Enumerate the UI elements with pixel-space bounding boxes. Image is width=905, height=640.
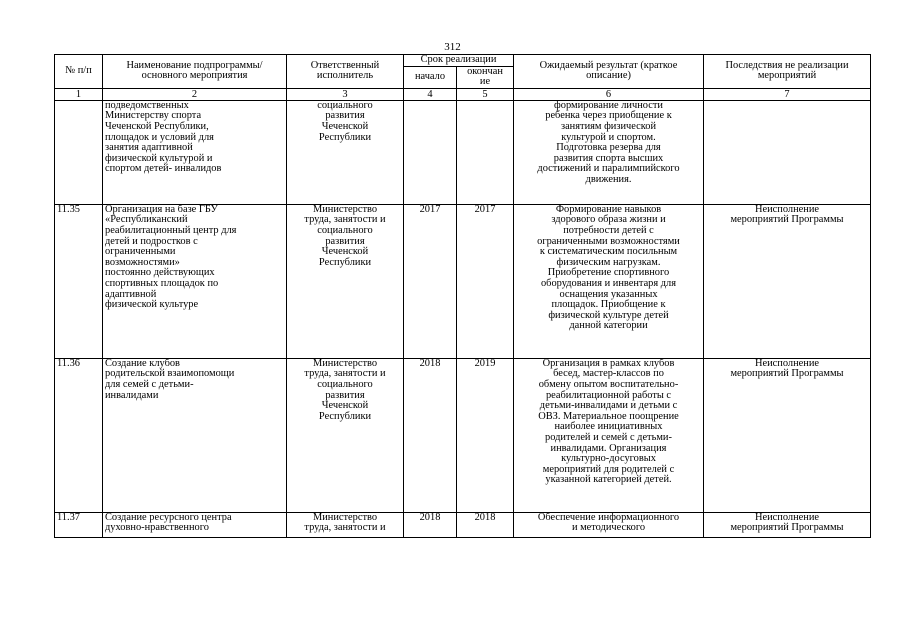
row-responsible: Министерство труда, занятости и социального развития Чеченской Республики xyxy=(287,358,404,512)
header-period: Срок реализации xyxy=(404,55,514,67)
row-consequences: Неисполнение мероприятий Программы xyxy=(704,358,871,512)
row-result: формирование личности ребенка через приобщение к занятиям физической культурой и спортом. Подготовка резерва для развития спорта высших достижений и паралимпийского движения. xyxy=(514,100,704,204)
row-num: 11.35 xyxy=(55,204,103,358)
row-start xyxy=(404,100,457,204)
table-row xyxy=(55,204,871,358)
column-number: 6 xyxy=(514,88,704,100)
table-row xyxy=(55,358,871,512)
row-end: 2017 xyxy=(457,204,514,358)
column-number: 1 xyxy=(55,88,103,100)
header-name: Наименование подпрограммы/ основного мероприятия xyxy=(103,55,287,89)
row-name: Создание ресурсного центра духовно-нравственного xyxy=(103,512,287,537)
header-consequences: Последствия не реализации мероприятий xyxy=(704,55,871,89)
page-number: 312 xyxy=(444,41,461,53)
row-consequences: Неисполнение мероприятий Программы xyxy=(704,204,871,358)
column-number: 3 xyxy=(287,88,404,100)
column-number: 4 xyxy=(404,88,457,100)
program-table xyxy=(54,54,871,538)
row-end xyxy=(457,100,514,204)
row-end: 2018 xyxy=(457,512,514,537)
row-start: 2018 xyxy=(404,358,457,512)
row-start: 2018 xyxy=(404,512,457,537)
header-start: начало xyxy=(404,66,457,88)
table-row xyxy=(55,512,871,537)
row-consequences xyxy=(704,100,871,204)
row-name: Создание клубов родительской взаимопомощи для семей с детьми- инвалидами xyxy=(103,358,287,512)
header-num: № п/п xyxy=(55,55,103,89)
header-result: Ожидаемый результат (краткое описание) xyxy=(514,55,704,89)
row-end: 2019 xyxy=(457,358,514,512)
row-responsible: Министерство труда, занятости и социального развития Чеченской Республики xyxy=(287,204,404,358)
row-name: подведомственных Министерству спорта Чеченской Республики, площадок и условий для занятия адаптивной физической культурой и спортом детей- инвалидов xyxy=(103,100,287,204)
row-result: Формирование навыков здорового образа жизни и потребности детей с ограниченными возможностями к систематическим посильным физическим нагрузкам. Приобретение спортивного оборудования и инвентаря для оснащения указанных площадок. Приобщение к физической культуре детей данной категории xyxy=(514,204,704,358)
row-name: Организация на базе ГБУ «Республиканский реабилитационный центр для детей и подростков с ограниченными возможностями» постоянно действующих спортивных площадок по адаптивной физической культуре xyxy=(103,204,287,358)
row-result: Обеспечение информационного и методического xyxy=(514,512,704,537)
row-responsible: социального развития Чеченской Республики xyxy=(287,100,404,204)
column-number: 7 xyxy=(704,88,871,100)
header-responsible: Ответственный исполнитель xyxy=(287,55,404,89)
row-result: Организация в рамках клубов бесед, мастер-классов по обмену опытом воспитательно- реабилитационной работы с детьми-инвалидами и детьми с ОВЗ. Материальное поощрение наиболее инициативных родителей и семей с детьми- инвалидами. Организация культурно-досуговых мероприятий для родителей с указанной категорией детей. xyxy=(514,358,704,512)
header-end: окончан ие xyxy=(457,66,514,88)
row-consequences: Неисполнение мероприятий Программы xyxy=(704,512,871,537)
row-num: 11.36 xyxy=(55,358,103,512)
table-row xyxy=(55,100,871,204)
row-responsible: Министерство труда, занятости и xyxy=(287,512,404,537)
column-number: 2 xyxy=(103,88,287,100)
column-number: 5 xyxy=(457,88,514,100)
column-number-row xyxy=(55,88,871,100)
row-num: 11.37 xyxy=(55,512,103,537)
row-start: 2017 xyxy=(404,204,457,358)
header-row xyxy=(55,55,871,67)
row-num xyxy=(55,100,103,204)
